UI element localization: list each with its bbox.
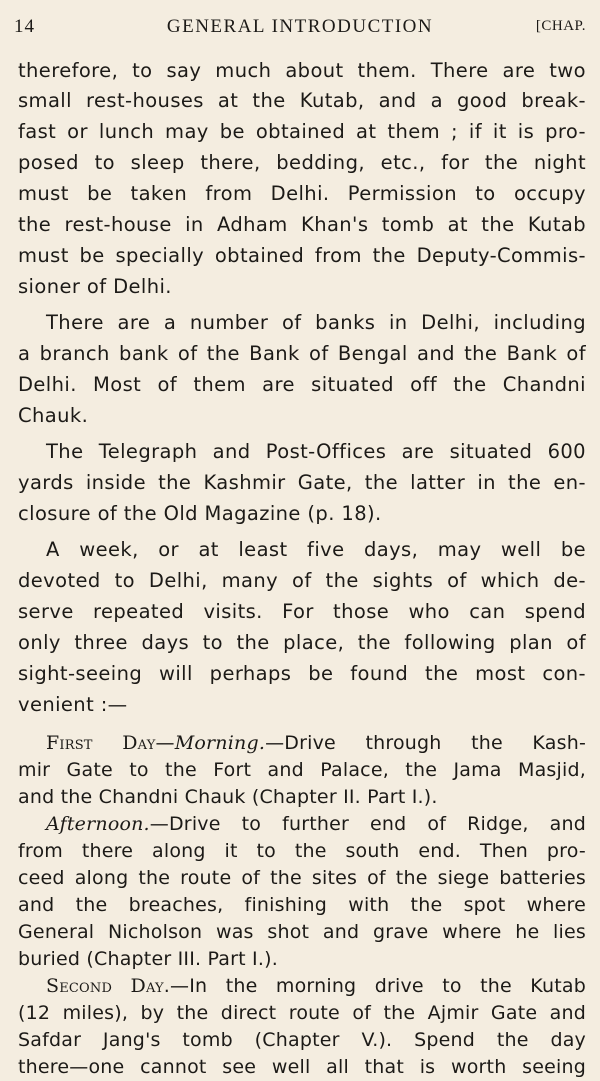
text-line: serve repeated visits. For those who can spend [18,600,586,623]
text-line: therefore, to say much about them. There are two [18,59,586,82]
itinerary-afternoon [18,811,586,838]
page-number: 14 [14,16,35,37]
text-line: and the breaches, finishing with the spot where [18,894,586,916]
text-line: must be taken from Delhi. Permission to occupy [18,182,586,205]
text-line: venient :— [18,693,128,716]
text-line: small rest-houses at the Kutab, and a good break- [18,89,586,112]
text-line: sioner of Delhi. [18,275,172,298]
text-line: The Telegraph and Post-Offices are situated 600 [46,440,586,463]
second-day-label: Second Day [46,975,164,997]
text-line: Chauk. [18,404,89,427]
itinerary-first-day [18,730,586,757]
text-line: There are a number of banks in Delhi, including [46,311,586,334]
first-day-label: First Day [46,732,156,754]
chapter-marker: [CHAP. [535,18,586,34]
text-line: sight-seeing will perhaps be found the most con- [18,662,586,685]
text-line: closure of the Old Magazine (p. 18). [18,502,382,525]
running-header [14,16,586,46]
text-line: there—one cannot see well all that is worth seeing [18,1056,586,1078]
text-line: A week, or at least five days, may well be [46,538,586,561]
text-line: must be specially obtained from the Deputy-Commis- [18,244,586,267]
text-line: devoted to Delhi, many of the sights of which de- [18,569,586,592]
text-line: General Nicholson was shot and grave where he lies [18,921,586,943]
running-title: GENERAL INTRODUCTION [166,16,434,37]
text-fragment: .—In the morning drive to the Kutab [163,975,587,997]
afternoon-label: Afternoon. [46,813,150,835]
text-line: ceed along the route of the sites of the siege batteries [18,867,586,889]
text-line: yards inside the Kashmir Gate, the latter in the en- [18,471,586,494]
text-line: the rest-house in Adham Khan's tomb at the Kutab [18,213,586,236]
morning-label: Morning. [174,732,266,754]
text-line: fast or lunch may be obtained at them ; if it is pro- [18,120,586,143]
first-day-dash: — [155,732,175,754]
text-line: (12 miles), by the direct route of the Ajmir Gate and [18,1002,586,1024]
text-line: Safdar Jang's tomb (Chapter V.). Spend the day [18,1029,586,1051]
text-line: and the Chandni Chauk (Chapter II. Part I.). [18,786,438,808]
text-fragment: —Drive to further end of Ridge, and [149,813,586,835]
text-line: buried (Chapter III. Part I.). [18,948,278,970]
text-line: from there along it to the south end. Then pro- [18,840,586,862]
text-fragment: —Drive through the Kash- [265,732,587,754]
text-line: only three days to the place, the following plan of [18,631,586,654]
text-line: Delhi. Most of them are situated off the Chandni [18,373,586,396]
itinerary-second-day [18,973,586,1000]
text-line: mir Gate to the Fort and Palace, the Jama Masjid, [18,759,586,781]
text-line: posed to sleep there, bedding, etc., for the night [18,151,586,174]
text-line: a branch bank of the Bank of Bengal and the Bank of [18,342,586,365]
